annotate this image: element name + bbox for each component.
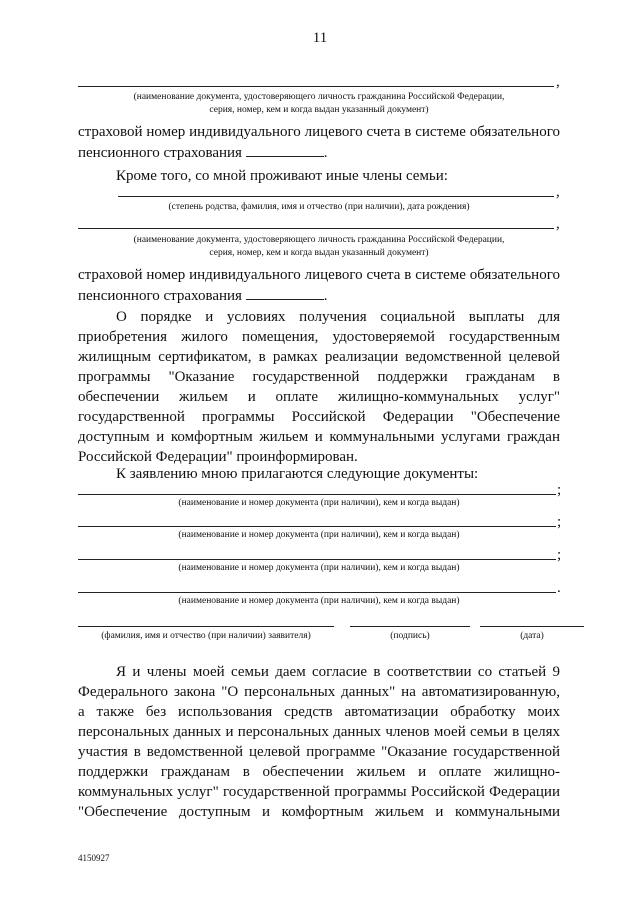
fill-line-attachment (78, 592, 556, 593)
period: . (323, 145, 328, 161)
snils-paragraph (78, 265, 560, 306)
paragraph-line: государственной программы Российской Федерации "Обеспечение (78, 409, 560, 425)
caption-applicant-name: (фамилия, имя и отчество (при наличии) заявителя) (101, 631, 311, 641)
snils-label: пенсионного страхования (78, 145, 242, 161)
line-end-comma: , (556, 184, 560, 200)
snils-fill-blank (246, 285, 324, 300)
paragraph-line: "Обеспечение доступным и комфортным жильем и коммунальными (78, 804, 560, 820)
paragraph-line: поддержки гражданам в обеспечении жильем и оплате жилищно- (78, 764, 560, 780)
paragraph-line: О порядке и условиях получения социальной выплаты для (116, 309, 560, 325)
family-intro: Кроме того, со мной проживают иные члены семьи: (116, 168, 448, 184)
snils-paragraph (78, 122, 560, 163)
paragraph-line: а также без использования средств автоматизации обработку моих (78, 704, 560, 720)
fill-line-id-document (78, 228, 554, 229)
snils-label: пенсионного страхования (78, 288, 242, 304)
fill-line-attachment (78, 559, 556, 560)
fill-line-attachment (78, 494, 556, 495)
snils-line: страховой номер индивидуального лицевого счета в системе обязательного (78, 267, 560, 283)
line-end-period: . (557, 580, 561, 596)
fill-line-date (480, 626, 584, 627)
fill-line-attachment (78, 526, 556, 527)
fill-line-signature (350, 626, 470, 627)
caption-id-document-2: серия, номер, кем и когда выдан указанный документ) (209, 248, 429, 258)
fill-line-family-member (118, 196, 554, 197)
paragraph-line: персональных данных и персональных данных членов моей семьи в целях (78, 724, 560, 740)
caption-id-document-2: серия, номер, кем и когда выдан указанный документ) (209, 105, 429, 115)
caption-attachment: (наименование и номер документа (при наличии), кем и когда выдан) (178, 498, 460, 508)
info-paragraph (78, 307, 560, 467)
paragraph-line: Российской Федерации" проинформирован. (78, 449, 358, 465)
attachments-intro: К заявлению мною прилагаются следующие документы: (116, 466, 479, 482)
line-end-comma: , (556, 216, 560, 232)
caption-id-document-1: (наименование документа, удостоверяющего личность гражданина Российской Федерации, (133, 92, 505, 102)
paragraph-line: коммунальных услуг" государственной программы Российской Федерации (78, 784, 560, 800)
fill-line-applicant-name (78, 626, 334, 627)
line-end-semicolon: ; (557, 482, 562, 498)
line-end-comma: , (556, 74, 560, 90)
document-code: 4150927 (78, 853, 110, 863)
paragraph-line: программы "Оказание государственной поддержки гражданам в (78, 369, 560, 385)
snils-line: страховой номер индивидуального лицевого счета в системе обязательного (78, 124, 560, 140)
caption-attachment: (наименование и номер документа (при наличии), кем и когда выдан) (178, 563, 460, 573)
period: . (323, 288, 328, 304)
paragraph-line: Я и члены моей семьи даем согласие в соответствии со статьей 9 (116, 664, 560, 680)
consent-paragraph (78, 662, 560, 822)
paragraph-line: жилищным сертификатом, в рамках реализации ведомственной целевой (78, 349, 560, 365)
caption-attachment: (наименование и номер документа (при наличии), кем и когда выдан) (178, 530, 460, 540)
caption-id-document-1: (наименование документа, удостоверяющего личность гражданина Российской Федерации, (133, 235, 505, 245)
paragraph-line: доступным и комфортным жильем и коммунальными услугами граждан (78, 429, 560, 445)
caption-relation: (степень родства, фамилия, имя и отчество (при наличии), дата рождения) (168, 202, 470, 212)
line-end-semicolon: ; (557, 514, 562, 530)
page-number: 11 (312, 30, 328, 46)
snils-fill-blank (246, 142, 324, 157)
paragraph-line: Федерального закона "О персональных данных" на автоматизированную, (78, 684, 560, 700)
paragraph-line: приобретения жилого помещения, удостоверяемой государственным (78, 329, 560, 345)
line-end-semicolon: ; (557, 547, 562, 563)
fill-line-id-document (78, 86, 554, 87)
caption-attachment: (наименование и номер документа (при наличии), кем и когда выдан) (178, 596, 460, 606)
caption-date: (дата) (520, 631, 544, 641)
caption-signature: (подпись) (390, 631, 430, 641)
paragraph-line: участия в ведомственной целевой программе "Оказание государственной (78, 744, 560, 760)
paragraph-line: обеспечении жильем и оплате жилищно-коммунальных услуг" (78, 389, 560, 405)
